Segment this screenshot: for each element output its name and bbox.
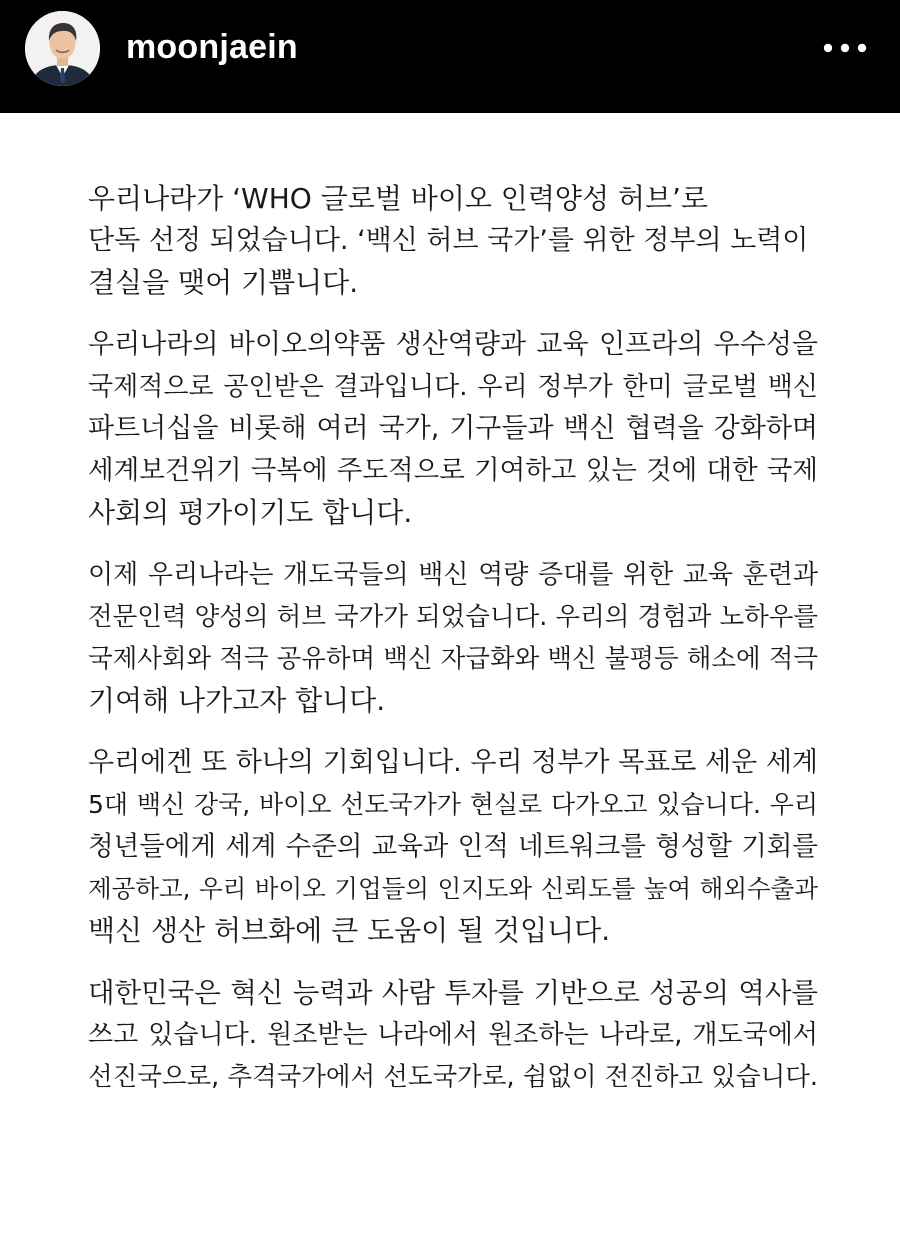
text-line: 선진국으로, 추격국가에서 선도국가로, 쉼없이 전진하고 있습니다. <box>88 1062 818 1092</box>
text-line: 백신 생산 허브화에 큰 도움이 될 것입니다. <box>88 914 611 947</box>
more-horizontal-icon <box>820 38 870 58</box>
text-line: 5대 백신 강국, 바이오 선도국가가 현실로 다가오고 있습니다. 우리 <box>88 790 818 819</box>
username[interactable]: moonjaein <box>126 28 298 66</box>
text-line: 우리에겐 또 하나의 기회입니다. 우리 정부가 목표로 세운 세계 <box>88 747 818 778</box>
text-line: 단독 선정 되었습니다. ‘백신 허브 국가’를 위한 정부의 노력이 <box>88 225 809 256</box>
paragraph-5 <box>88 972 818 1098</box>
post-text <box>88 178 818 1118</box>
text-line: 사회의 평가이기도 합니다. <box>88 496 413 529</box>
text-line: 쓰고 있습니다. 원조받는 나라에서 원조하는 나라로, 개도국에서 <box>88 1020 818 1050</box>
text-line: 이제 우리나라는 개도국들의 백신 역량 증대를 위한 교육 훈련과 <box>88 560 818 590</box>
text-line: 파트너십을 비롯해 여러 국가, 기구들과 백신 협력을 강화하며 <box>88 413 818 444</box>
text-line: 세계보건위기 극복에 주도적으로 기여하고 있는 것에 대한 국제 <box>88 455 818 486</box>
post-header <box>0 0 900 113</box>
profile-photo-icon <box>25 11 100 86</box>
paragraph-2 <box>88 324 818 534</box>
text-line: 대한민국은 혁신 능력과 사람 투자를 기반으로 성공의 역사를 <box>88 977 818 1009</box>
paragraph-3 <box>88 554 818 722</box>
text-line: 기여해 나가고자 합니다. <box>88 684 386 717</box>
text-line: 국제적으로 공인받은 결과입니다. 우리 정부가 한미 글로벌 백신 <box>88 372 818 402</box>
text-line: 결실을 맺어 기쁩니다. <box>88 266 359 299</box>
text-line: 우리나라가 ‘WHO 글로벌 바이오 인력양성 허브’로 <box>88 182 708 215</box>
text-line: 전문인력 양성의 허브 국가가 되었습니다. 우리의 경험과 노하우를 <box>88 602 818 632</box>
text-line: 청년들에게 세계 수준의 교육과 인적 네트워크를 형성할 기회를 <box>88 831 818 862</box>
text-line: 제공하고, 우리 바이오 기업들의 인지도와 신뢰도를 높여 해외수출과 <box>88 874 818 903</box>
more-options-button[interactable] <box>820 38 870 58</box>
text-line: 우리나라의 바이오의약품 생산역량과 교육 인프라의 우수성을 <box>88 329 818 360</box>
paragraph-1 <box>88 178 818 304</box>
paragraph-4 <box>88 742 818 952</box>
text-line: 국제사회와 적극 공유하며 백신 자급화와 백신 불평등 해소에 적극 <box>88 644 818 674</box>
avatar[interactable] <box>25 11 100 86</box>
